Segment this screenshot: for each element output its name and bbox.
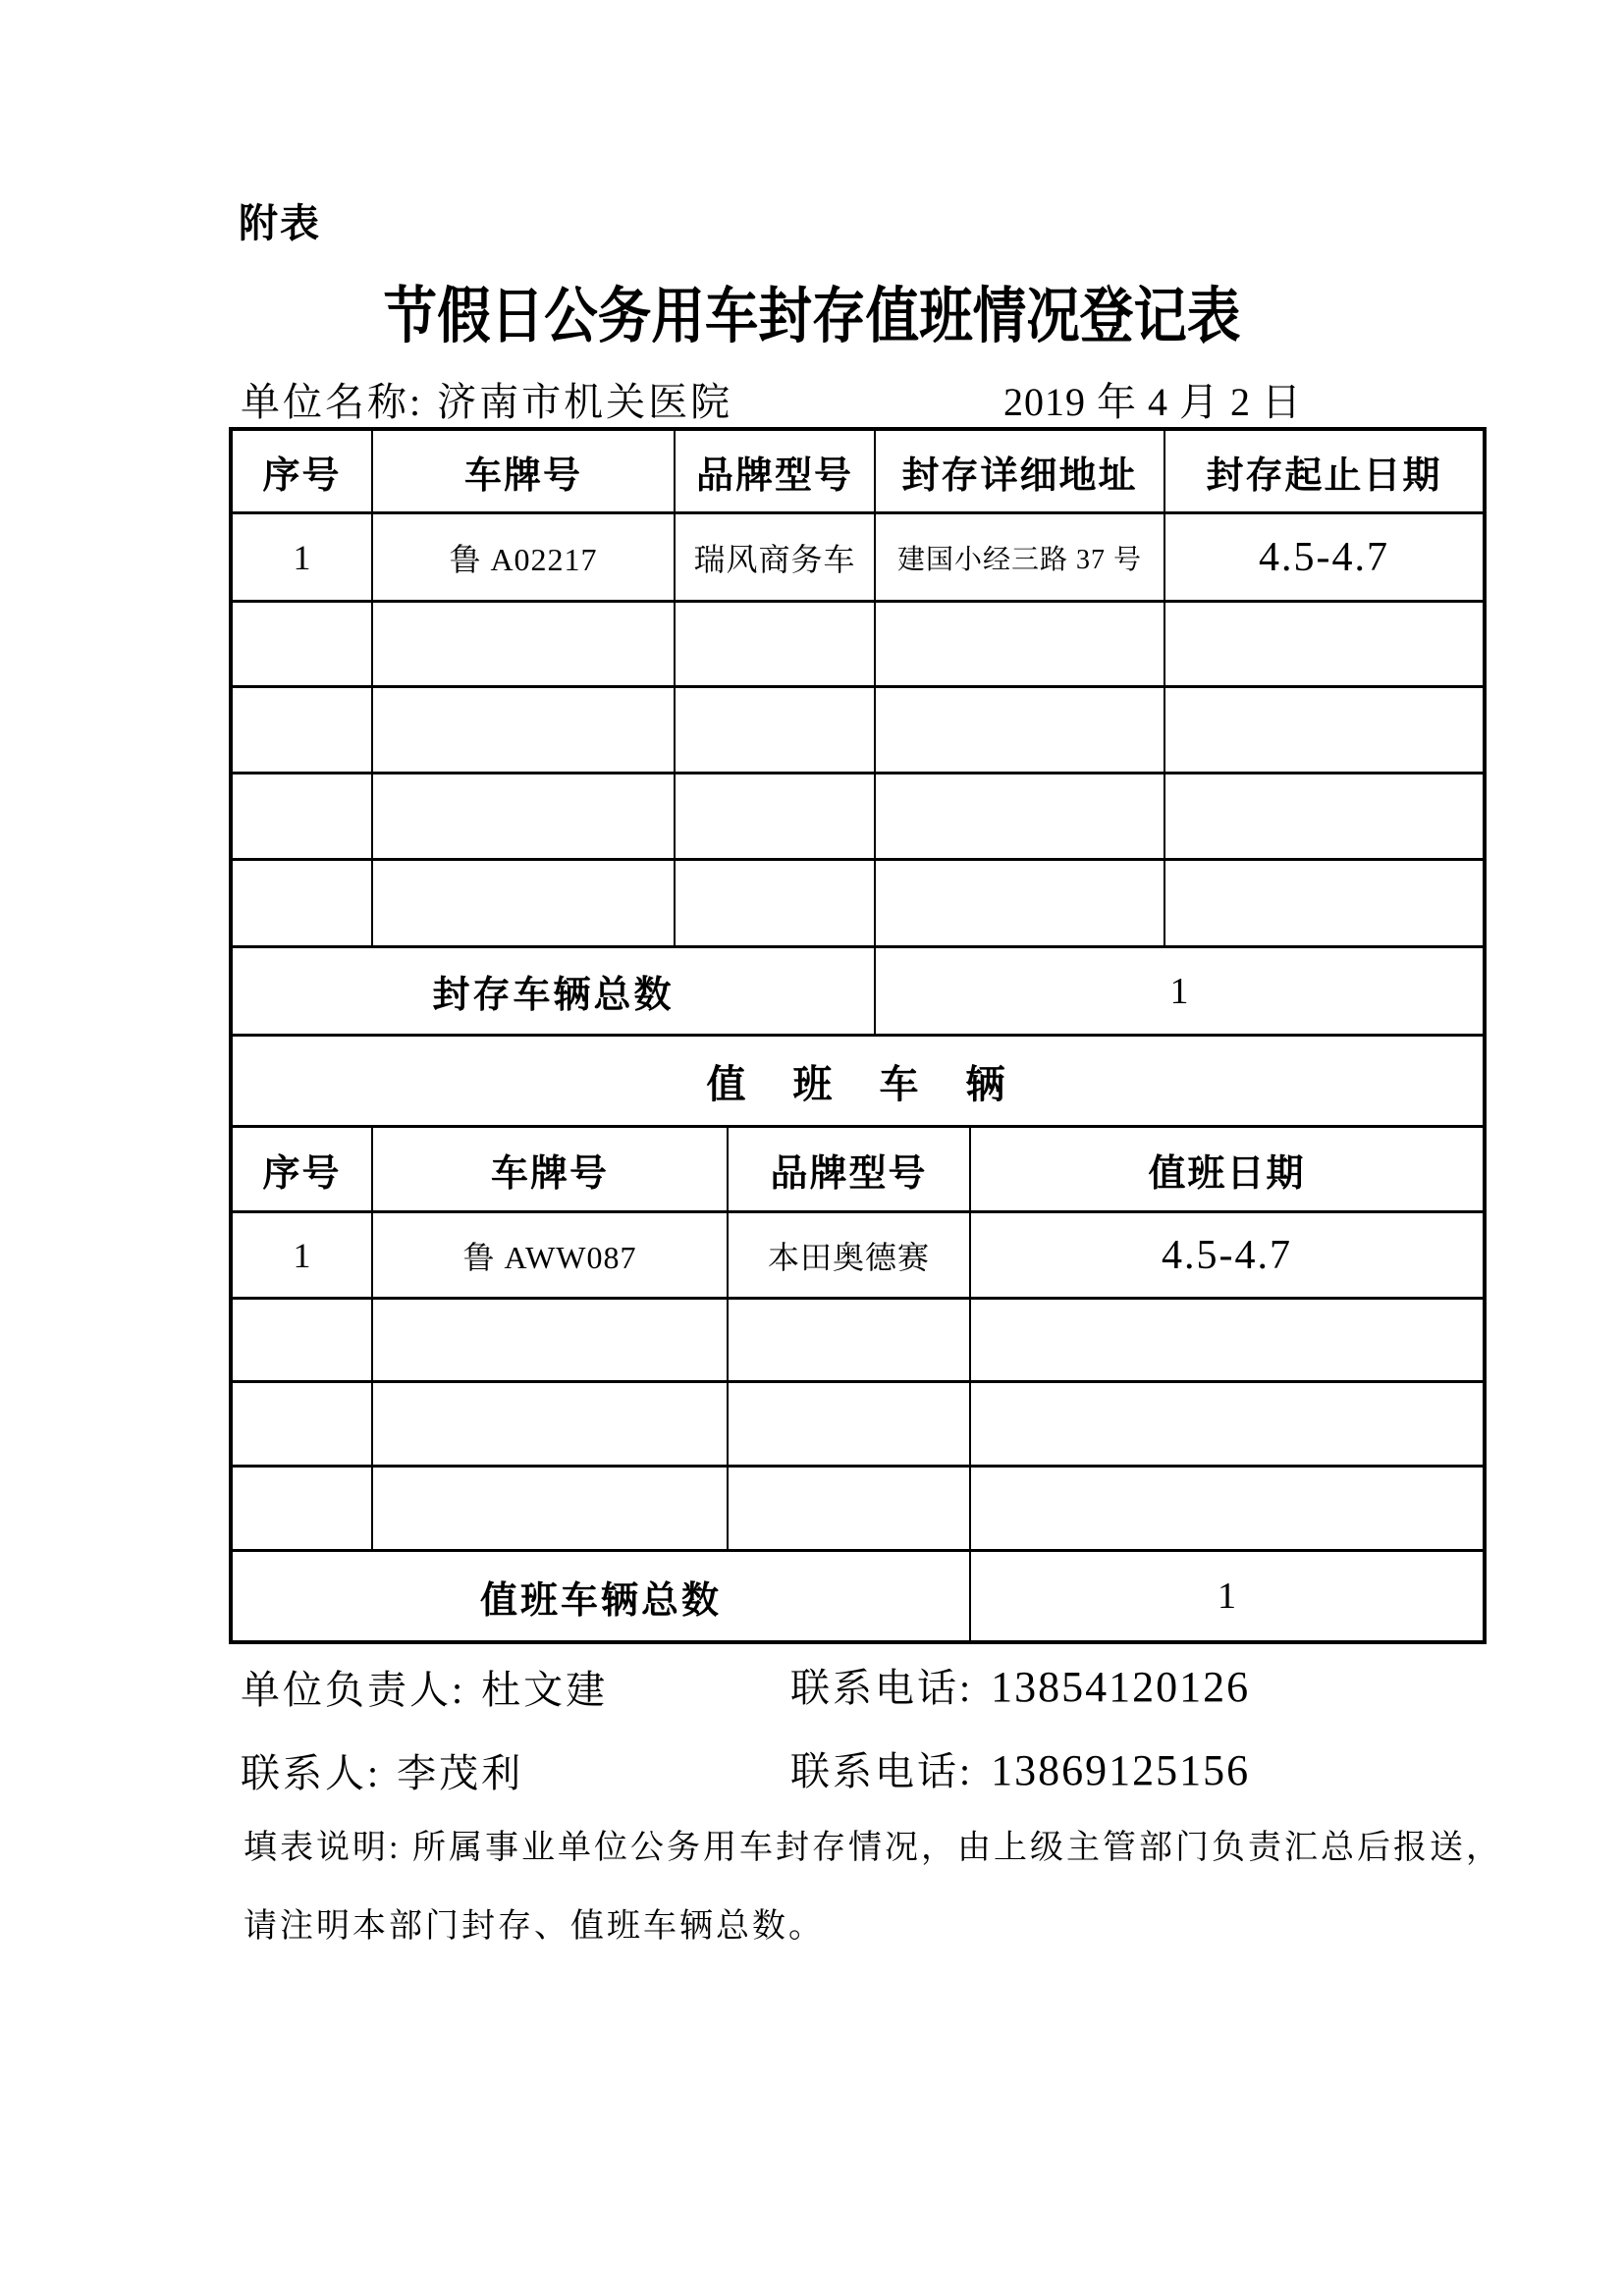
- table-cell: [676, 774, 876, 861]
- report-date: 2019 年 4 月 2 日: [1003, 380, 1302, 424]
- table-cell: [971, 1383, 1483, 1468]
- table-cell: [729, 1383, 971, 1468]
- header-cell-seq: 序号: [233, 431, 373, 514]
- phone-line-2: [790, 1740, 1250, 1796]
- table-cell: 4.5-4.7: [971, 1213, 1483, 1300]
- phone-value-1: 13854120126: [991, 1663, 1251, 1711]
- page-title: 节假日公务用车封存值班情况登记表: [383, 284, 1241, 350]
- table-cell: [373, 603, 676, 688]
- responsible-line: [241, 1659, 608, 1715]
- registration-table: [229, 427, 1487, 1644]
- header-cell-brand: 品牌型号: [676, 431, 876, 514]
- duty-vehicles-table: [233, 1128, 1483, 1640]
- contact-line: [241, 1742, 523, 1798]
- table-cell: [676, 688, 876, 774]
- sealed-vehicles-table: [233, 431, 1483, 1037]
- table-cell: [876, 603, 1165, 688]
- table-cell: [876, 861, 1165, 948]
- contact-label: 联系人:: [241, 1751, 382, 1795]
- table-cell: 建国小经三路 37 号: [876, 514, 1165, 603]
- attachment-label: 附表: [239, 202, 321, 245]
- table-cell: 4.5-4.7: [1165, 514, 1483, 603]
- table-cell: [729, 1468, 971, 1552]
- table-cell: [876, 774, 1165, 861]
- table-cell: [373, 1300, 729, 1383]
- header-cell-address: 封存详细地址: [876, 431, 1165, 514]
- table-cell: [729, 1300, 971, 1383]
- table-cell: [233, 861, 373, 948]
- header-cell-plate: 车牌号: [373, 1128, 729, 1213]
- table-cell: 本田奥德赛: [729, 1213, 971, 1300]
- table-cell: [233, 1300, 373, 1383]
- header-cell-dates: 封存起止日期: [1165, 431, 1483, 514]
- table-cell: 鲁 AWW087: [373, 1213, 729, 1300]
- header-cell-brand: 品牌型号: [729, 1128, 971, 1213]
- unit-name-line: [241, 371, 732, 427]
- table-cell: [373, 861, 676, 948]
- table-cell: [1165, 861, 1483, 948]
- phone-label-1: 联系电话:: [790, 1666, 974, 1710]
- phone-label-2: 联系电话:: [790, 1749, 974, 1793]
- table-cell: [971, 1300, 1483, 1383]
- table-cell: [971, 1468, 1483, 1552]
- table-cell: 鲁 A02217: [373, 514, 676, 603]
- responsible-label: 单位负责人:: [241, 1668, 466, 1712]
- phone-value-2: 13869125156: [991, 1746, 1251, 1794]
- header-cell-plate: 车牌号: [373, 431, 676, 514]
- table-cell: [1165, 774, 1483, 861]
- table-cell: [1165, 603, 1483, 688]
- note-line-1: 填表说明: 所属事业单位公务用车封存情况，由上级主管部门负责汇总后报送，: [244, 1830, 1502, 1866]
- table-cell: [373, 1383, 729, 1468]
- duty-total-label: 值班车辆总数: [233, 1552, 971, 1640]
- header-cell-seq: 序号: [233, 1128, 373, 1213]
- table-cell: [233, 1468, 373, 1552]
- sealed-total-value: 1: [876, 948, 1483, 1037]
- table-cell: [676, 861, 876, 948]
- table-cell: 瑞风商务车: [676, 514, 876, 603]
- table-cell: [676, 603, 876, 688]
- table-cell: 1: [233, 1213, 373, 1300]
- table-cell: 1: [233, 514, 373, 603]
- table-cell: [1165, 688, 1483, 774]
- duty-section-banner: 值 班 车 辆: [233, 1037, 1483, 1128]
- header-cell-duty-date: 值班日期: [971, 1128, 1483, 1213]
- sealed-total-label: 封存车辆总数: [233, 948, 876, 1037]
- phone-line-1: [790, 1657, 1250, 1713]
- table-cell: [373, 1468, 729, 1552]
- table-cell: [876, 688, 1165, 774]
- table-cell: [233, 603, 373, 688]
- unit-name-value: 济南市机关医院: [437, 380, 733, 424]
- responsible-name: 杜文建: [481, 1668, 609, 1712]
- table-cell: [233, 774, 373, 861]
- contact-name: 李茂利: [397, 1751, 524, 1795]
- table-cell: [233, 1383, 373, 1468]
- table-cell: [233, 688, 373, 774]
- table-cell: [373, 688, 676, 774]
- unit-name-label: 单位名称:: [241, 380, 424, 424]
- table-cell: [373, 774, 676, 861]
- duty-total-value: 1: [1218, 1575, 1236, 1617]
- note-line-2: 请注明本部门封存、值班车辆总数。: [244, 1908, 825, 1945]
